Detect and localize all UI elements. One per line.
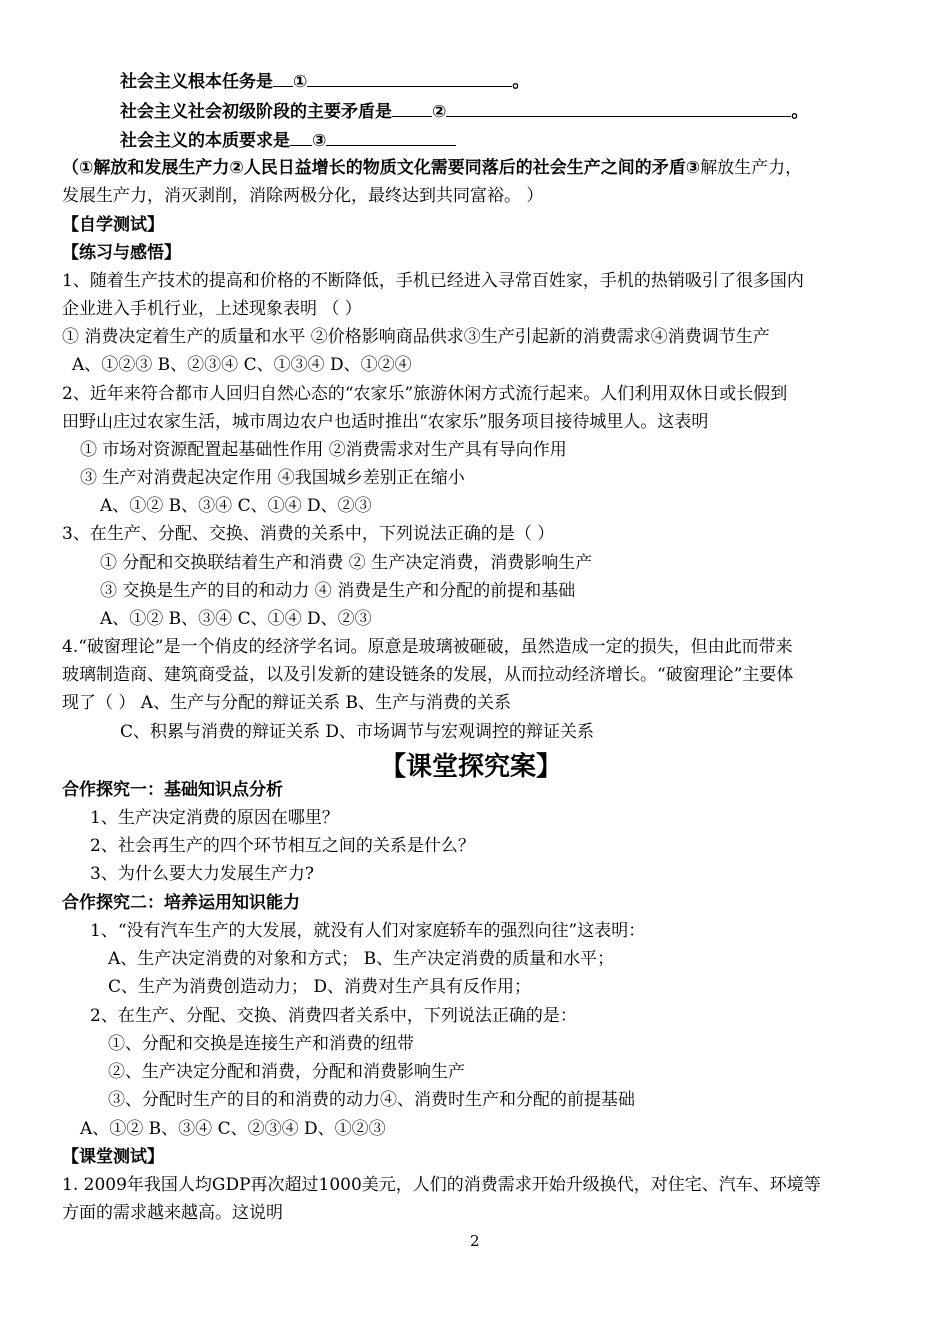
blank [326,127,456,146]
fill-label: 社会主义的本质要求是 [120,131,290,151]
coop2-q2-choices: A、①② B、③④ C、②③④ D、①②③ [80,1119,386,1139]
coop1-question-2: 2、社会再生产的四个环节相互之间的关系是什么？ [90,836,475,856]
coop2-q2-option-3: ③、分配时生产的目的和消费的动力④、消费时生产和分配的前提基础 [108,1090,635,1110]
blank [446,98,791,117]
coop2-q1-options-cd: C、生产为消费创造动力； D、消费对生产具有反作用； [108,977,532,997]
coop1-question-3: 3、为什么要大力发展生产力? [90,864,314,884]
q3-options-2: ③ 交换是生产的目的和动力 ④ 消费是生产和分配的前提和基础 [100,581,576,601]
coop2-heading: 合作探究二：培养运用知识能力 [62,893,300,913]
blank [392,98,432,117]
q4-line-2: 玻璃制造商、建筑商受益，以及引发新的建设链条的发展，从而拉动经济增长。“破窗理论”主要体 [62,665,794,685]
page-number: 2 [470,1232,480,1250]
q3-options-1: ① 分配和交换联结着生产和消费 ② 生产决定消费，消费影响生产 [100,553,593,573]
q4-line-4: C、积累与消费的辩证关系 D、市场调节与宏观调控的辩证关系 [120,722,595,742]
q2-line-2: 田野山庄过农家生活，城市周边农户也适时推出“农家乐”服务项目接待城里人。这表明 [62,412,709,432]
punct: 。 [791,102,809,122]
fill-label: 社会主义根本任务是 [120,72,273,92]
test-q1-line-1: 1. 2009年我国人均GDP再次超过1000美元，人们的消费需求开始升级换代，对住宅、汽车、环境等 [62,1175,821,1195]
q2-choices: A、①② B、③④ C、①④ D、②③ [100,496,372,516]
punct: 。 [512,72,530,92]
answer-line-1 [62,156,802,180]
blank-number: ① [293,72,308,92]
fill-label: 社会主义社会初级阶段的主要矛盾是 [120,102,392,122]
practice-heading: 【练习与感悟】 [62,243,181,263]
q2-options-1: ① 市场对资源配置起基础性作用 ②消费需求对生产具有导向作用 [80,440,567,460]
answer-text: 解放生产力， [700,158,803,178]
coop2-q2-option-2: ②、生产决定分配和消费，分配和消费影响生产 [108,1062,465,1082]
fill-line-1 [120,68,529,94]
q4-line-3: 现了（ ） A、生产与分配的辩证关系 B、生产与消费的关系 [62,693,511,713]
coop1-heading: 合作探究一：基础知识点分析 [62,780,283,800]
q1-choices: A、①②③ B、②③④ C、①③④ D、①②④ [72,355,412,375]
blank [307,68,512,87]
q4-line-1: 4.“破窗理论”是一个俏皮的经济学名词。原意是玻璃被砸破，虽然造成一定的损失，但由此而带来 [62,637,793,657]
fill-line-2 [120,98,808,124]
blank [290,127,312,146]
q2-options-2: ③ 生产对消费起决定作用 ④我国城乡差别正在缩小 [80,468,465,488]
answer-line-2: 发展生产力，消灭剥削，消除两极分化，最终达到共同富裕。 ） [62,186,544,206]
coop2-question-1: 1、“没有汽车生产的大发展，就没有人们对家庭轿车的强烈向往”这表明： [90,921,646,941]
coop2-q2-option-1: ①、分配和交换是连接生产和消费的纽带 [108,1034,414,1054]
q1-line-1: 1、随着生产技术的提高和价格的不断降低，手机已经进入寻常百姓家，手机的热销吸引了很多国内 [62,271,804,291]
classroom-title: 【课堂探究案】 [380,752,563,782]
fill-line-3 [120,127,456,153]
test-q1-line-2: 方面的需求越来越高。这说明 [62,1203,283,1223]
blank-number: ③ [312,131,327,151]
q1-options: ① 消费决定着生产的质量和水平 ②价格影响商品供求③生产引起新的消费需求④消费调节生产 [62,327,770,347]
q3-line-1: 3、在生产、分配、交换、消费的关系中，下列说法正确的是（ ） [62,524,555,544]
coop1-question-1: 1、生产决定消费的原因在哪里？ [90,808,339,828]
blank [273,68,293,87]
coop2-q1-options-ab: A、生产决定消费的对象和方式； B、生产决定消费的质量和水平； [108,949,615,969]
classroom-test-heading: 【课堂测试】 [62,1147,164,1167]
self-test-heading: 【自学测试】 [62,215,164,235]
coop2-question-2: 2、在生产、分配、交换、消费四者关系中，下列说法正确的是： [90,1006,577,1026]
q2-line-1: 2、近年来符合都市人回归自然心态的“农家乐”旅游休闲方式流行起来。人们利用双休日或长假到 [62,384,788,404]
q3-choices: A、①② B、③④ C、①④ D、②③ [100,609,372,629]
answer-bold: （①解放和发展生产力②人民日益增长的物质文化需要同落后的社会生产之间的矛盾③ [62,158,701,178]
q1-line-2: 企业进入手机行业，上述现象表明 （ ） [62,299,362,319]
blank-number: ② [432,102,447,122]
